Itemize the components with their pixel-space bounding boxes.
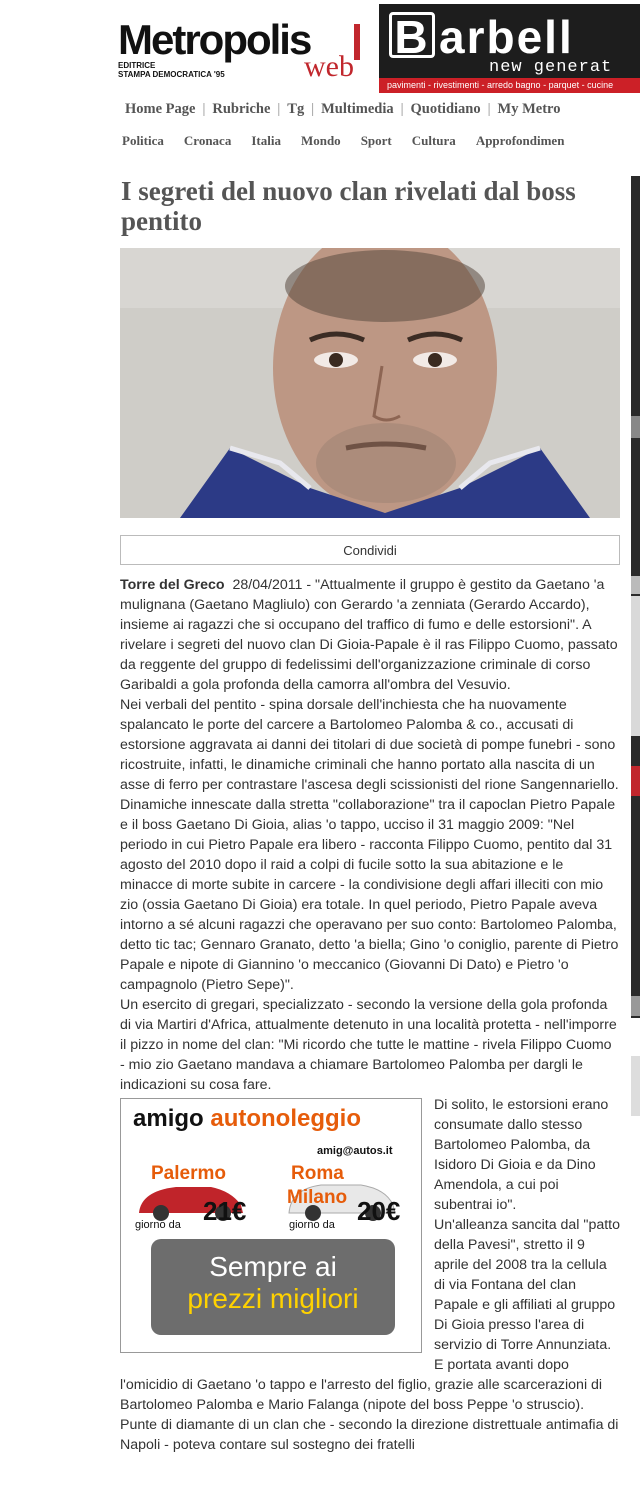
ad-price-palermo: 21€ <box>203 1196 247 1226</box>
nav-quotidiano[interactable]: Quotidiano <box>410 101 481 117</box>
nav-sport[interactable]: Sport <box>360 133 392 148</box>
nav-separator: | <box>487 101 491 117</box>
banner-brand-initial: B <box>389 12 435 58</box>
logo-subtitle <box>118 61 225 79</box>
nav-mondo[interactable]: Mondo <box>300 133 341 148</box>
ad-cta-line1: Sempre ai <box>209 1251 337 1282</box>
article-paragraph: Di solito, le estorsioni erano consumate dallo stesso Bartolomeo Palomba, da Isidoro Di Gioia e da Dino Amendola, a cui poi subentrai io". <box>434 1097 609 1213</box>
nav-tg[interactable]: Tg <box>287 101 305 117</box>
article-body <box>120 575 620 1455</box>
sidebar-segment <box>631 1056 640 1116</box>
banner-strip: pavimenti - rivestimenti - arredo bagno - parquet - cucine <box>379 78 640 93</box>
nav-my-metro[interactable]: My Metro <box>497 101 561 117</box>
ad-website: amig@autos.it <box>317 1145 393 1157</box>
nav-politica[interactable]: Politica <box>122 133 164 148</box>
portrait-image <box>120 248 620 518</box>
amigo-autonoleggio-ad[interactable] <box>120 1098 422 1353</box>
sidebar-segment <box>631 996 640 1016</box>
sidebar-segment <box>631 766 640 796</box>
share-button[interactable]: Condividi <box>120 535 620 565</box>
sidebar-segment <box>631 576 640 594</box>
logo-web-text: web <box>304 50 354 83</box>
ad-from-label: giorno da <box>135 1219 181 1231</box>
logo-subtitle-line2: STAMPA DEMOCRATICA '95 <box>118 70 225 79</box>
logo-subtitle-line1: EDITRICE <box>118 61 156 70</box>
metropolis-logo[interactable] <box>118 18 376 84</box>
section-nav <box>122 133 584 149</box>
ad-brand-amigo: amigo <box>133 1105 204 1132</box>
article-photo <box>120 248 620 518</box>
ad-price-roma-milano: 20€ <box>357 1196 401 1226</box>
article-paragraph: Un'alleanza sancita dal "patto della Pavesi", stretto il 9 aprile del 2008 tra la cellula di via Fontana del clan Papale e gli affiliati al gruppo Di Gioia presso l'area di servizio di Torre Annunziata. E portata avanti dopo l'omicidio di Gaetano 'o tappo e l'arresto del figlio, grazie alle scarcerazioni di Bartolomeo Palomba e Mario Falanga (nipote del boss Peppe 'o struscio). Punte di diamante di un clan che - secondo la direzione distrettuale antimafia di Napoli - poteva contare sul sostegno dei fratelli <box>120 1217 620 1453</box>
right-sidebar-edge <box>631 176 640 1018</box>
nav-separator: | <box>202 101 206 117</box>
ad-city-roma: Roma <box>291 1163 344 1184</box>
nav-home[interactable]: Home Page <box>125 101 196 117</box>
logo-wordmark: Metropolis <box>118 16 311 63</box>
sidebar-segment <box>631 416 640 438</box>
banner-brand <box>389 12 574 61</box>
logo-red-bar <box>354 24 360 60</box>
article-paragraph: Un esercito di gregari, specializzato - secondo la versione della gola profonda di via Martiri d'Africa, attualmente detenuto in una località protetta - nell'imporre il pizzo in nome del clan: "Mi ricordo che tutte le mattine - rivela Filippo Cuomo - mio zio Gaetano mandava a chiamare Bartolomeo Palomba per dargli le indicazioni su cosa fare. <box>120 997 617 1093</box>
primary-nav <box>118 101 567 118</box>
ad-brand <box>133 1105 362 1132</box>
nav-separator: | <box>400 101 404 117</box>
ad-from-label: giorno da <box>289 1219 335 1231</box>
article-date: 28/04/2011 <box>232 577 303 593</box>
barbell-banner-ad[interactable] <box>379 4 640 93</box>
article-paragraph: Nei verbali del pentito - spina dorsale dell'inchiesta che ha nuovamente spalancato le porte del carcere a Bartolomeo Palomba & co., accusati di estorsione aggravata ai danni dei titolari di due società di pompe funebri - sono ricostruite, infatti, le dinamiche criminali che hanno portato alla nascita di un asse di ferro per contrastare l'ascesa degli scissionisti del rione Sangennariello. Dinamiche innescate dalla stretta "collaborazione" tra il capoclan Pietro Papale e il boss Gaetano Di Gioia, alias 'o tappo, ucciso il 31 maggio 2009: "Nel periodo in cui Pietro Papale era libero - racconta Filippo Cuomo, pentito dal 31 agosto del 2010 dopo il raid a colpi di fucile sotto la sua abitazione e le minacce di morte subite in carcere - la condivisione degli affari illeciti con mio zio (ossia Gaetano Di Gioia) era totale. In quel periodo, Pietro Papale aveva intorno a sé alcuni ragazzi che operavano per suo conto: Bartolomeo Palomba, detto tic tac; Gennaro Granato, detto 'a biella; Gino 'o coniglio, parente di Pietro Papale e nipote di Giannino 'o meccanico (Giovanni Di Dato) e Pietro 'o campagnolo (Pietro Sepe)". <box>120 697 619 993</box>
article-title: I segreti del nuovo clan rivelati dal boss pentito <box>121 176 576 236</box>
ad-cta-button[interactable] <box>151 1239 395 1335</box>
nav-cultura[interactable]: Cultura <box>411 133 456 148</box>
banner-brand-rest: arbell <box>439 11 574 63</box>
banner-tagline: new generat <box>489 58 613 77</box>
ad-city-milano: Milano <box>287 1187 348 1208</box>
nav-italia[interactable]: Italia <box>251 133 281 148</box>
nav-cronaca[interactable]: Cronaca <box>183 133 232 148</box>
ad-cta-line2: prezzi migliori <box>187 1283 359 1314</box>
nav-approfondimenti[interactable]: Approfondimen <box>475 133 565 148</box>
article-lead: - "Attualmente il gruppo è gestito da Gaetano 'a mulignana (Gaetano Magliulo) con Gerardo 'a zenniata (Gerardo Accardo), insieme ai ragazzi che si occupano del traffico di fumo e delle estorsioni". A rivelare i segreti del nuovo clan Di Gioia-Papale è il ras Filippo Cuomo, passato da reggente del gruppo di fedelissimi dell'organizzazione criminale di corso Garibaldi a gola profonda della camorra all'ombra del Vesuvio. <box>120 577 618 693</box>
ad-city-palermo: Palermo <box>151 1163 226 1184</box>
nav-multimedia[interactable]: Multimedia <box>321 101 394 117</box>
sidebar-segment <box>631 596 640 736</box>
nav-separator: | <box>277 101 281 117</box>
article-lead-paragraph <box>120 575 620 695</box>
article-dateline-place: Torre del Greco <box>120 577 225 593</box>
ad-brand-autonoleggio: autonoleggio <box>210 1105 362 1132</box>
nav-separator: | <box>311 101 315 117</box>
nav-rubriche[interactable]: Rubriche <box>212 101 271 117</box>
